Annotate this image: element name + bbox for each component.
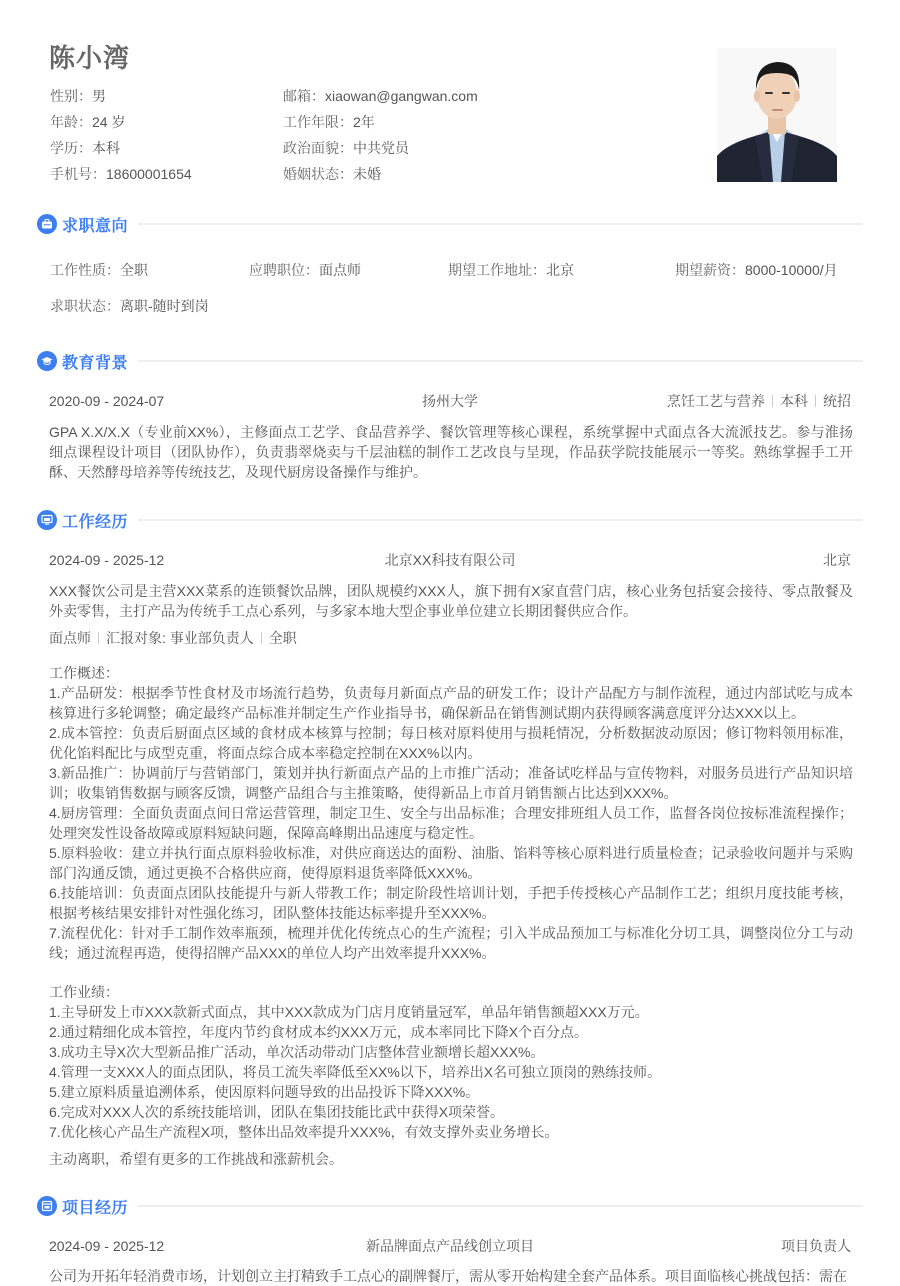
- intent-salary: 期望薪资：8000-10000/月: [675, 262, 838, 278]
- section-divider: [138, 1205, 863, 1207]
- education-details: [667, 391, 851, 411]
- monitor-icon: [37, 510, 57, 530]
- project-row: [49, 1235, 851, 1257]
- achievement-item: 2.通过精细化成本管控，年度内节约食材成本约XXX万元，成本率同比下降X个百分点。: [49, 1024, 589, 1040]
- info-political-status: 政治面貌：中共党员: [283, 140, 409, 156]
- achievement-item: 6.完成对XXX人次的系统技能培训，团队在集团技能比武中获得X项荣誉。: [49, 1104, 505, 1120]
- education-type: 统招: [823, 393, 851, 409]
- work-position: 面点师: [49, 630, 91, 646]
- project-period: 2024-09 - 2025-12: [49, 1238, 165, 1254]
- work-period: 2024-09 - 2025-12: [49, 552, 165, 568]
- summary-item: 4.厨房管理：全面负责面点间日常运营管理，制定卫生、安全与出品标准；合理安排班组人员工作，监督各岗位按标准流程操作；处理突发性设备故障或原料短缺问题，保障高峰期出品速度与稳定性。: [49, 805, 853, 841]
- achievement-item: 4.管理一支XXX人的面点团队，将员工流失率降低至XX%以下，培养出X名可独立顶岗的熟练技师。: [49, 1064, 662, 1080]
- avatar: [717, 48, 837, 182]
- work-summary: [49, 663, 853, 963]
- info-education: 学历：本科: [50, 140, 120, 156]
- achievement-item: 3.成功主导X次大型新品推广活动，单次活动带动门店整体营业额增长超XXX%。: [49, 1044, 545, 1060]
- browser-window-icon: [37, 1196, 57, 1216]
- achievement-item: 1.主导研发上市XXX款新式面点，其中XXX款成为门店月度销量冠军，单品年销售额超XXX万元。: [49, 1004, 649, 1020]
- education-major: 烹饪工艺与营养: [667, 393, 765, 409]
- candidate-name: 陈小湾: [49, 43, 131, 73]
- info-phone: 手机号：18600001654: [50, 166, 192, 182]
- briefcase-icon: [37, 214, 57, 234]
- summary-item: 5.原料验收：建立并执行面点原料验收标准，对供应商送达的面粉、油脂、馅料等核心原料进行质量检查；记录验收问题并与采购部门沟通反馈，通过更换不合格供应商，使得原料退货率降低XXX%。: [49, 845, 853, 881]
- separator: [98, 632, 99, 644]
- info-work-years: 工作年限：2年: [283, 114, 375, 130]
- separator: [261, 632, 262, 644]
- summary-item: 2.成本管控：负责后厨面点区域的食材成本核算与控制；每日核对原料使用与损耗情况，分析数据波动原因；修订物料领用标准，优化馅料配比与成型克重，将面点综合成本率稳定控制在XXX%以内。: [49, 725, 853, 761]
- leave-reason: 主动离职，希望有更多的工作挑战和涨薪机会。: [49, 1151, 343, 1167]
- separator: [815, 395, 816, 407]
- section-header-work: [37, 507, 863, 533]
- education-description: GPA X.X/X.X（专业前XX%），主修面点工艺学、食品营养学、餐饮管理等核心课程，系统掌握中式面点各大流派技艺。参与淮扬细点课程设计项目（团队协作），负责翡翠烧卖与千层油糕的制作工艺改良与呈现，作品获学院技能展示一等奖。熟练掌握手工开酥、天然酵母培养等传统技艺，及现代厨房设备操作与维护。: [49, 424, 853, 480]
- info-age: 年龄：24 岁: [50, 114, 126, 130]
- section-header-education: [37, 348, 863, 374]
- education-degree: 本科: [780, 393, 808, 409]
- education-row: [49, 390, 851, 412]
- section-title: 教育背景: [62, 354, 129, 372]
- work-meta: [49, 628, 853, 648]
- info-gender: 性别：男: [50, 88, 106, 104]
- work-row: [49, 549, 851, 571]
- company-description: XXX餐饮公司是主营XXX菜系的连锁餐饮品牌，团队规模约XXX人，旗下拥有X家直营门店，核心业务包括宴会接待、零点散餐及外卖零售，主打产品为传统手工点心系列，与多家本地大型企事业单位建立长期团餐供应合作。: [49, 583, 853, 619]
- achievement-item: 7.优化核心产品生产流程X项，整体出品效率提升XXX%，有效支撑外卖业务增长。: [49, 1124, 559, 1140]
- achievements-title: 工作业绩：: [49, 984, 119, 1000]
- work-report-to: 汇报对象: 事业部负责人: [106, 630, 254, 646]
- work-job-type: 全职: [268, 630, 297, 646]
- section-title: 项目经历: [62, 1199, 129, 1217]
- education-period: 2020-09 - 2024-07: [49, 393, 165, 409]
- work-summary-title: 工作概述：: [49, 665, 119, 681]
- basic-info-right: [283, 83, 478, 187]
- section-divider: [138, 223, 863, 225]
- project-description: 公司为开拓年轻消费市场，计划创立主打精致手工点心的副牌餐厅，需从零开始构建全套产品体系。项目面临核心挑战包括：需在: [49, 1268, 847, 1284]
- section-title: 工作经历: [62, 513, 129, 531]
- info-marital-status: 婚姻状态：未婚: [283, 166, 381, 182]
- summary-item: 1.产品研发：根据季节性食材及市场流行趋势，负责每月新面点产品的研发工作；设计产品配方与制作流程，通过内部试吃与成本核算进行多轮调整；确定最终产品标准并制定生产作业指导书，确保新品在销售测试期内获得顾客满意度评分达XXX以上。: [49, 685, 853, 721]
- graduation-cap-icon: [37, 351, 57, 371]
- summary-item: 6.技能培训：负责面点团队技能提升与新人带教工作；制定阶段性培训计划，手把手传授核心产品制作工艺；组织月度技能考核，根据考核结果安排针对性强化练习，团队整体技能达标率提升至XXX%。: [49, 885, 853, 921]
- summary-item: 7.流程优化：针对手工制作效率瓶颈，梳理并优化传统点心的生产流程；引入半成品预加工与标准化分切工具，调整岗位分工与动线；通过流程再造，使得招牌产品XXX的单位人均产出效率提升XXX%。: [49, 925, 853, 961]
- section-header-job-intent: [37, 211, 863, 237]
- education-school: 扬州大学: [422, 393, 478, 409]
- separator: [772, 395, 773, 407]
- summary-item: 3.新品推广：协调前厅与营销部门，策划并执行新面点产品的上市推广活动；准备试吃样品与宣传物料，对服务员进行产品知识培训；收集销售数据与顾客反馈，调整产品组合与主推策略，使得新品上市首月销售额占比达到XXX%。: [49, 765, 853, 801]
- intent-status: 求职状态：离职-随时到岗: [50, 298, 209, 314]
- intent-location: 期望工作地址：北京: [448, 262, 574, 278]
- work-city: 北京: [823, 552, 851, 568]
- project-role: 项目负责人: [781, 1238, 851, 1254]
- work-achievements: [49, 982, 853, 1142]
- section-divider: [138, 519, 863, 521]
- achievement-item: 5.建立原料质量追溯体系，使因原料问题导致的出品投诉下降XXX%。: [49, 1084, 480, 1100]
- intent-position: 应聘职位：面点师: [249, 262, 361, 278]
- section-title: 求职意向: [62, 217, 129, 235]
- intent-job-type: 工作性质：全职: [50, 262, 148, 278]
- section-divider: [138, 360, 863, 362]
- work-company: 北京XX科技有限公司: [384, 552, 516, 568]
- section-header-project: [37, 1193, 863, 1219]
- project-name: 新品牌面点产品线创立项目: [366, 1238, 534, 1254]
- basic-info-left: [50, 83, 192, 187]
- info-email: 邮箱：xiaowan@gangwan.com: [283, 88, 478, 104]
